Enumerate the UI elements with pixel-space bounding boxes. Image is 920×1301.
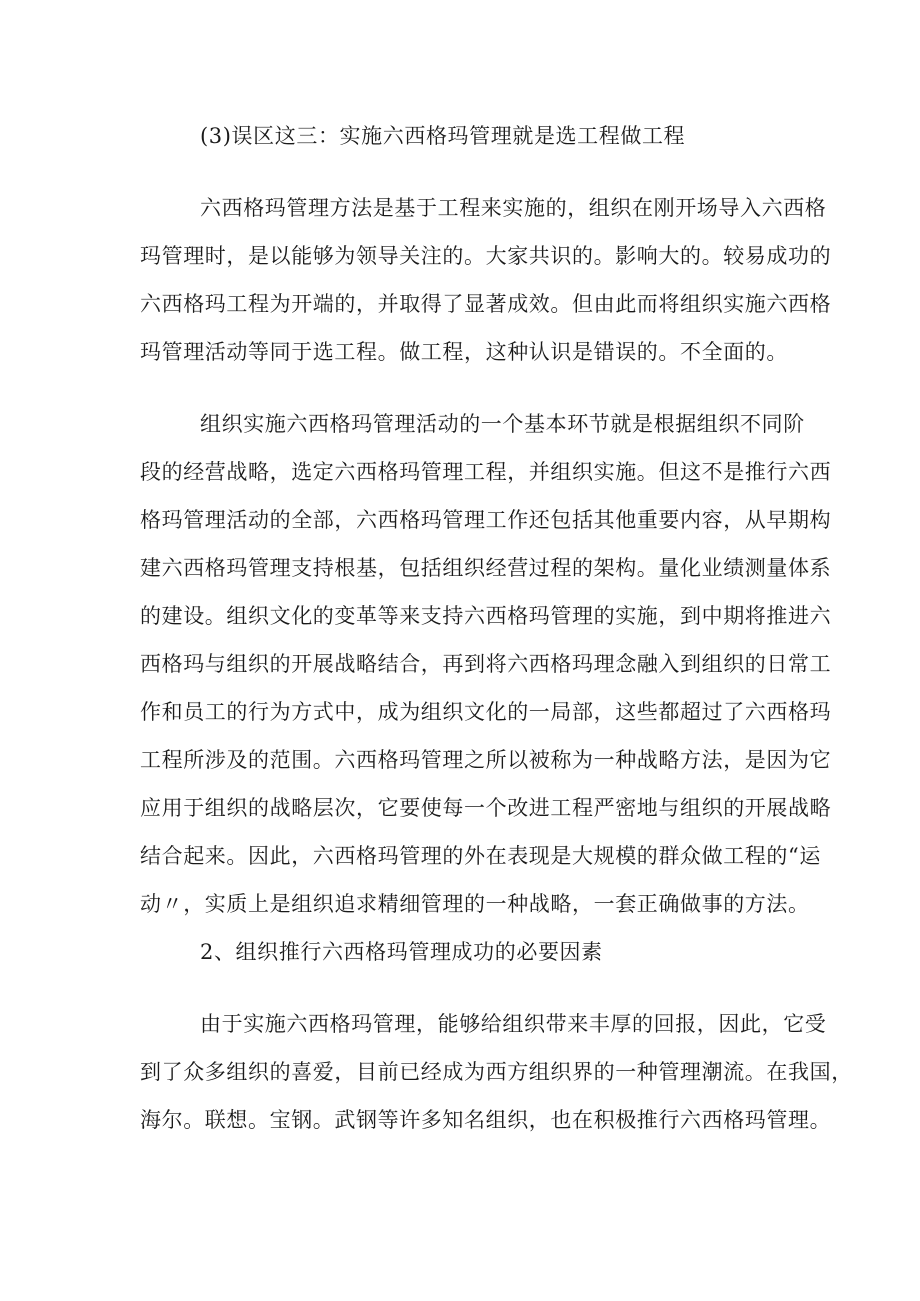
- paragraph-line: 由于实施六西格玛管理，能够给组织带来丰厚的回报，因此，它受: [200, 1012, 827, 1036]
- paragraph-line: 工程所涉及的范围。六西格玛管理之所以被称为一种战略方法，是因为它: [140, 748, 832, 772]
- paragraph-line: 作和员工的行为方式中，成为组织文化的一局部，这些都超过了六西格玛: [140, 700, 832, 724]
- paragraph-line: 动〃，实质上是组织追求精细管理的一种战略，一套正确做事的方法。: [140, 892, 810, 916]
- section-heading-3: (3)误区这三：实施六西格玛管理就是选工程做工程: [200, 124, 686, 148]
- paragraph-line: 西格玛与组织的开展战略结合，再到将六西格玛理念融入到组织的日常工: [140, 652, 832, 676]
- paragraph-line: 六西格玛工程为开端的，并取得了显著成效。但由此而将组织实施六西格: [140, 292, 832, 316]
- paragraph-line: 应用于组织的战略层次，它要使每一个改进工程严密地与组织的开展战略: [140, 796, 832, 820]
- paragraph-line: 到了众多组织的喜爱，目前已经成为西方组织界的一种管理潮流。在我国，: [140, 1060, 853, 1084]
- section-heading-2: 2、组织推行六西格玛管理成功的必要因素: [200, 940, 603, 964]
- paragraph-line: 的建设。组织文化的变革等来支持六西格玛管理的实施，到中期将推进六: [140, 604, 832, 628]
- paragraph-line: 段的经营战略，选定六西格玛管理工程，并组织实施。但这不是推行六西: [140, 460, 832, 484]
- paragraph-line: 建六西格玛管理支持根基，包括组织经营过程的架构。量化业绩测量体系: [140, 556, 832, 580]
- paragraph-line: 海尔。联想。宝钢。武钢等许多知名组织，也在积极推行六西格玛管理。: [140, 1108, 832, 1132]
- paragraph-line: 玛管理时，是以能够为领导关注的。大家共识的。影响大的。较易成功的: [140, 244, 832, 268]
- paragraph-line: 组织实施六西格玛管理活动的一个基本环节就是根据组织不同阶: [200, 412, 805, 436]
- paragraph-line: 格玛管理活动的全部，六西格玛管理工作还包括其他重要内容，从早期构: [140, 508, 832, 532]
- paragraph-line: 结合起来。因此，六西格玛管理的外在表现是大规模的群众做工程的“运: [140, 844, 821, 868]
- paragraph-line: 玛管理活动等同于选工程。做工程，这种认识是错误的。不全面的。: [140, 340, 788, 364]
- paragraph-line: 六西格玛管理方法是基于工程来实施的，组织在刚开场导入六西格: [200, 196, 827, 220]
